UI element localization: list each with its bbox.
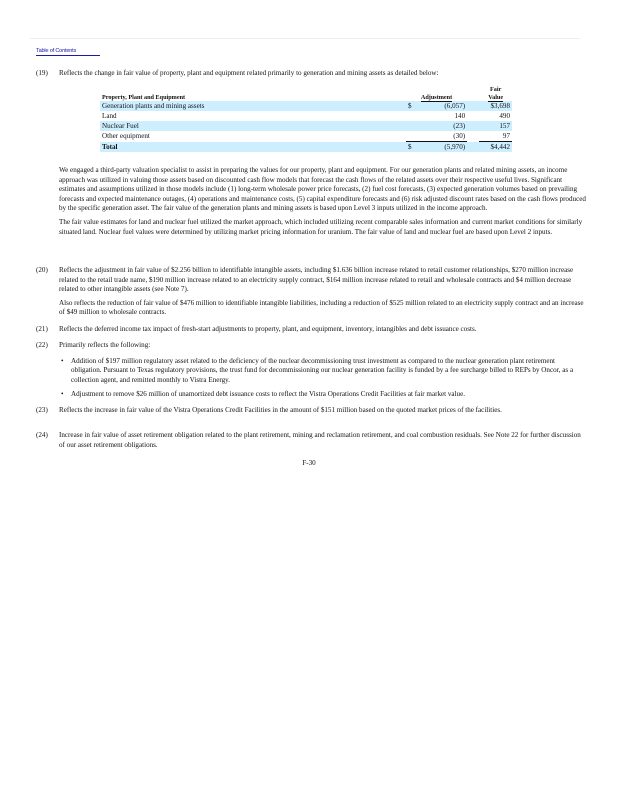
header-fair: Fair [490,86,502,93]
row-label: Land [102,112,117,120]
note-19 [36,69,586,83]
row-adjustment: (5,970) [414,142,467,153]
page-number: F-30 [302,459,316,467]
note-number: (19) [36,69,48,77]
note-23 [36,406,586,420]
row-fair-value: 97 [479,131,512,142]
note-22 [36,341,586,405]
header-label: Property, Plant and Equipment [102,93,186,101]
row-adjustment: (30) [414,131,467,142]
table-row [100,131,512,142]
note-number: (22) [36,341,48,349]
row-currency: $ [406,101,414,111]
table-header [100,86,512,101]
note-20 [36,266,586,322]
note-19-continued [36,166,586,241]
bullet-icon: • [61,356,64,365]
row-fair-value: 490 [499,112,510,120]
row-adjustment: (6,057) [414,101,467,111]
row-label: Total [100,142,406,153]
note-text: Reflects the change in fair value of property, plant and equipment related primarily to generation and mining assets as detailed below: [59,69,439,77]
row-fair-value: $4,442 [479,142,512,153]
row-currency [406,111,414,121]
table-of-contents-link[interactable]: Table of Contents [36,48,100,56]
top-divider [30,38,580,39]
row-adjustment: 140 [454,112,466,120]
row-currency: $ [406,142,414,153]
ppe-table [100,86,512,152]
note-number: (24) [36,431,48,439]
note-21 [36,325,586,339]
header-adjustment: Adjustment [420,93,453,101]
row-label: Nuclear Fuel [100,121,406,131]
bullet-icon: • [61,390,64,399]
row-label: Generation plants and mining assets [100,101,406,111]
row-currency [406,131,414,142]
table-row-total [100,142,512,153]
note-number: (20) [36,266,48,274]
bullet-text: Adjustment to remove $26 million of unamortized debt issuance costs to reflect the Vistra Operations Credit Facilities at fair market value. [71,390,466,399]
note-text: Primarily reflects the following: [59,341,151,349]
row-currency [406,121,414,131]
bullet-item [59,390,586,400]
row-adjustment: (23) [414,121,467,131]
bullet-text: Addition of $197 million regulatory asset related to the deficiency of the nuclear decommissioning trust investment as compared to the nuclear generation plant retirement obligation. Pursuant to Texas regulatory provisions, the trust fund for decommissioning our nuclear generation facility is funded by a fee surcharge billed to REPs by Oncor, as a collection agent, and remitted monthly to Vistra Energy. [71,356,574,384]
note-24 [36,431,586,454]
row-fair-value: $3,698 [479,101,512,111]
note-text: Reflects the adjustment in fair value of $2.256 billion to identifiable intangible assets, including $1.636 billion increase related to retail customer relationships, $270 million increase related to the retail trade name, $190 million increase related to an electricity supply contract, $164 million increase related to retail and wholesale contracts and $4 million decrease related to other intangible assets (see Note 7). [59,266,574,294]
note-number: (21) [36,325,48,333]
note-text: Reflects the deferred income tax impact of fresh-start adjustments to property, plant, and equipment, inventory, intangibles and debt issuance costs. [59,325,477,333]
table-row [100,101,512,111]
note-text: Reflects the increase in fair value of the Vistra Operations Credit Facilities in the amount of $151 million based on the quoted market prices of the facilities. [59,406,502,414]
table-row [100,121,512,131]
note-text-2: Also reflects the reduction of fair value of $476 million to identifiable intangible liabilities, including a reduction of $525 million related to an electricity supply contract and an increase of $49 million to wholesale contracts. [59,298,584,317]
note-number: (23) [36,406,48,414]
valuation-paragraph: We engaged a third-party valuation specialist to assist in preparing the values for our property, plant and equipment. For our generation plants and related mining assets, an income approach was utilized in valuing those assets based on discounted cash flow models that forecast the cash flows of the related assets over their respective useful lives. Significant estimates and assumptions utilized in those models include (1) long-term wholesale power price forecasts, (2) fuel cost forecasts, (3) expected generation volumes based on prevailing forecasts and expected maintenance outages, (4) operations and maintenance costs, (5) capital expenditure forecasts and (6) risk adjusted discount rates based on the cash flows produced by the specific generation asset. The fair value of the generation plants and mining assets is based upon Level 3 inputs utilized in the income approach. [59,166,586,213]
note-text: Increase in fair value of asset retirement obligation related to the plant retirement, mining and reclamation retirement, and coal combustion residuals. See Note 22 for further discussion of our asset retirement obligations. [59,431,581,449]
bullet-item [59,357,586,386]
row-fair-value: 157 [479,121,512,131]
market-approach-paragraph: The fair value estimates for land and nuclear fuel utilized the market approach, which included utilizing recent comparable sales information and current market conditions for similarly situated land. Nuclear fuel values were determined by utilizing market pricing information for uranium. The fair value of land and nuclear fuel are based upon Level 2 inputs. [59,217,583,236]
table-row [100,111,512,121]
row-label: Other equipment [102,132,150,141]
header-value: Value [488,93,504,101]
